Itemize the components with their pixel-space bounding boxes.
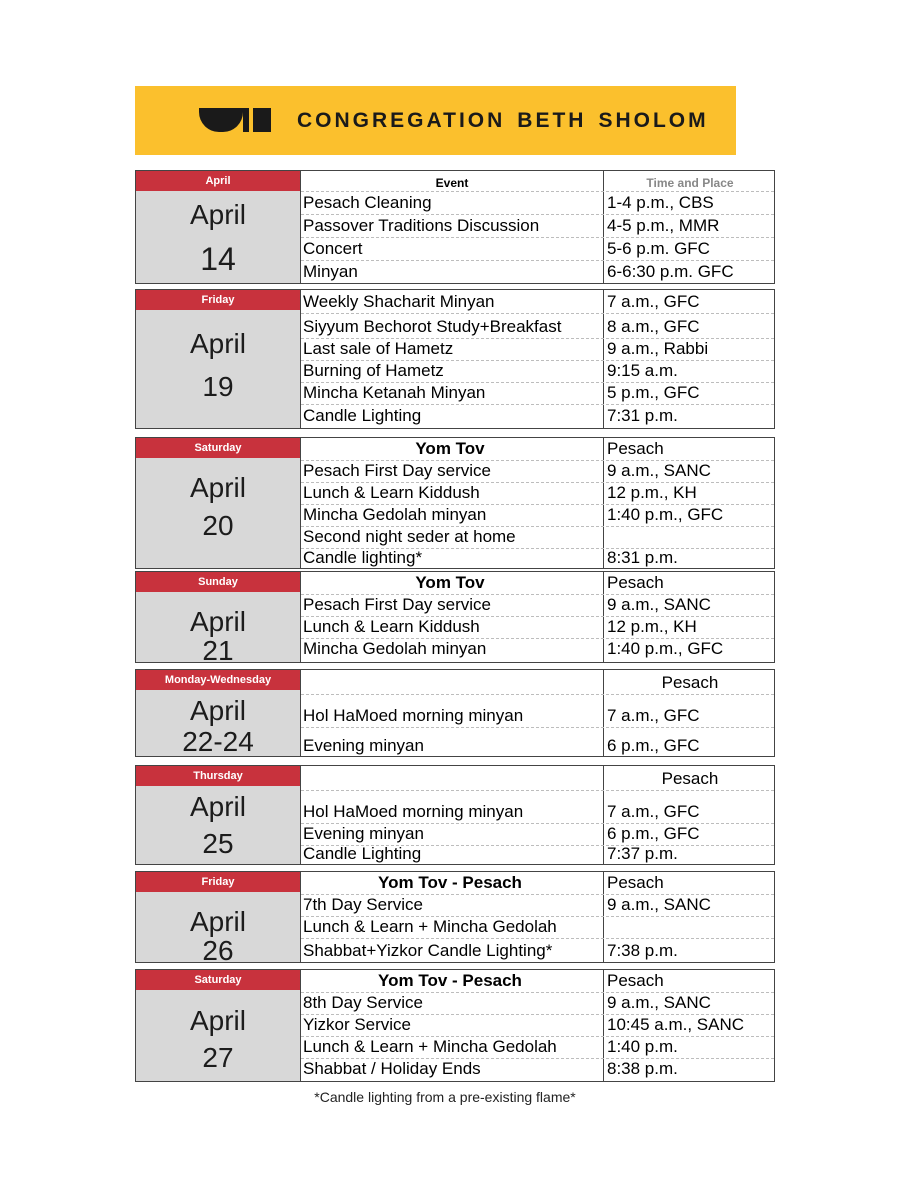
time-place: 6 p.m., GFC [607, 824, 700, 843]
event-name: Lunch & Learn + Mincha Gedolah [303, 917, 557, 936]
time-place: 9 a.m., SANC [607, 595, 711, 614]
table-row [301, 314, 774, 339]
congregation-title [297, 109, 709, 133]
table-row [301, 639, 774, 660]
time-place: 7:37 p.m. [607, 844, 678, 863]
day-block-april-27 [135, 969, 775, 1082]
time-place: Pesach [607, 873, 664, 892]
time-place: 5 p.m., GFC [607, 383, 700, 402]
time-place: 6-6:30 p.m. GFC [607, 262, 734, 281]
table-row [301, 383, 774, 405]
time-place: 10:45 a.m., SANC [607, 1015, 745, 1034]
event-name: Evening minyan [303, 824, 424, 843]
table-row [301, 527, 774, 549]
table-row [301, 461, 774, 483]
table-row [301, 192, 774, 215]
event-name: Second night seder at home [303, 527, 516, 546]
table-header-row [301, 171, 774, 192]
time-place: 8:38 p.m. [607, 1059, 678, 1078]
table-row [301, 261, 774, 283]
day-label: Monday-Wednesday [136, 670, 300, 690]
date-month: April [189, 472, 246, 503]
header-banner [135, 86, 736, 155]
time-place: 7 a.m., GFC [607, 292, 700, 311]
date-month: April [189, 1005, 246, 1036]
event-name: Last sale of Hametz [303, 339, 454, 358]
event-name: Pesach First Day service [303, 461, 491, 480]
time-place: 5-6 p.m. GFC [607, 239, 710, 258]
congregation-logo-icon [199, 108, 271, 132]
table-row [301, 1037, 774, 1059]
date-cell [136, 970, 301, 1081]
table-row [301, 872, 774, 895]
date-cell [136, 872, 301, 966]
date-day: 22-24 [182, 726, 254, 757]
event-name: Yizkor Service [303, 1015, 412, 1034]
day-block-april-19 [135, 289, 775, 429]
time-place: 1-4 p.m., CBS [607, 193, 714, 212]
time-place: 6 p.m., GFC [607, 736, 700, 755]
date-cell [136, 766, 301, 864]
date-month: April [189, 199, 246, 230]
footnote: *Candle lighting from a pre-existing flame* [314, 1089, 576, 1105]
date-day: 19 [202, 371, 234, 402]
day-label: Friday [136, 872, 300, 892]
time-place [607, 527, 773, 548]
event-name: Concert [303, 239, 363, 258]
event-name: Passover Traditions Discussion [303, 216, 540, 235]
time-place: 4-5 p.m., MMR [607, 216, 720, 235]
date-cell [136, 572, 301, 666]
event-name: Hol HaMoed morning minyan [303, 802, 524, 821]
table-row [301, 238, 774, 261]
table-row [301, 290, 774, 314]
date-day: 20 [202, 510, 234, 541]
day-label: Saturday [136, 438, 300, 458]
time-place: 12 p.m., KH [607, 617, 697, 636]
date-day: 27 [202, 1042, 234, 1073]
event-name: Candle lighting* [303, 548, 423, 567]
event-name: Lunch & Learn Kiddush [303, 483, 480, 502]
table-row [301, 939, 774, 962]
table-row [301, 895, 774, 917]
event-name: Mincha Gedolah minyan [303, 639, 487, 658]
event-name: Candle Lighting [303, 844, 422, 863]
table-row [301, 670, 774, 695]
time-place: 7:31 p.m. [607, 406, 678, 425]
date-month: April [189, 791, 246, 822]
title-word-sholom: SHOLOM [598, 109, 709, 132]
time-place: 12 p.m., KH [607, 483, 697, 502]
time-place: Pesach [607, 573, 664, 592]
table-row [301, 1059, 774, 1080]
event-name: Mincha Gedolah minyan [303, 505, 487, 524]
event-name: Yom Tov - Pesach [378, 971, 522, 990]
table-row [301, 215, 774, 238]
time-place: Pesach [607, 439, 664, 458]
time-place: 1:40 p.m., GFC [607, 639, 724, 658]
time-place [607, 917, 773, 938]
table-row [301, 595, 774, 617]
day-block-april-22-24 [135, 669, 775, 757]
table-row [301, 846, 774, 865]
table-row [301, 728, 774, 757]
date-month: April [189, 328, 246, 359]
date-cell [136, 438, 301, 568]
day-label: Thursday [136, 766, 300, 786]
event-name: Yom Tov - Pesach [378, 873, 522, 892]
title-word-beth: BETH [517, 109, 587, 132]
time-place: 9 a.m., SANC [607, 461, 711, 480]
time-place: 9 a.m., SANC [607, 993, 711, 1012]
time-place: 8 a.m., GFC [607, 317, 700, 336]
table-row [301, 438, 774, 461]
table-row [301, 970, 774, 993]
table-row [301, 993, 774, 1015]
time-place: 9 a.m., SANC [607, 895, 711, 914]
date-day: 21 [202, 635, 234, 666]
event-name: Shabbat+Yizkor Candle Lighting* [303, 941, 553, 960]
day-label: Sunday [136, 572, 300, 592]
time-place: Pesach [661, 673, 719, 692]
event-name: 7th Day Service [303, 895, 423, 914]
time-place: 9:15 a.m. [607, 361, 678, 380]
table-row [301, 483, 774, 505]
event-name: Siyyum Bechorot Study+Breakfast [303, 317, 562, 336]
event-name: Evening minyan [303, 736, 424, 755]
day-block-april-20 [135, 437, 775, 569]
date-cell [136, 670, 301, 756]
table-row [301, 695, 774, 728]
event-name: Minyan [303, 262, 358, 281]
time-place: 7:38 p.m. [607, 941, 678, 960]
event-name: Burning of Hametz [303, 361, 444, 380]
table-row [301, 505, 774, 527]
time-place: 7 a.m., GFC [607, 802, 700, 821]
event-name: Weekly Shacharit Minyan [303, 292, 495, 311]
day-block-april-25 [135, 765, 775, 865]
event-name: 8th Day Service [303, 993, 423, 1012]
event-name: Lunch & Learn Kiddush [303, 617, 480, 636]
event-name: Pesach Cleaning [303, 193, 432, 212]
date-day: 14 [200, 241, 236, 277]
time-place: Pesach [607, 971, 664, 990]
table-row [301, 791, 774, 824]
day-block-april-21 [135, 571, 775, 666]
table-row [301, 1015, 774, 1037]
date-day: 25 [202, 828, 234, 859]
time-place: 8:31 p.m. [607, 548, 678, 567]
date-month: April [189, 606, 246, 637]
date-month: April [189, 906, 246, 937]
event-name: Yom Tov [415, 439, 485, 458]
event-name: Pesach First Day service [303, 595, 491, 614]
date-cell [136, 290, 301, 428]
time-place-column-header: Time and Place [646, 176, 734, 190]
day-label: Friday [136, 290, 300, 310]
event-name: Shabbat / Holiday Ends [303, 1059, 481, 1078]
event-name: Yom Tov [415, 573, 485, 592]
date-month: April [189, 695, 246, 726]
day-block-april-26 [135, 871, 775, 966]
table-row [301, 405, 774, 427]
time-place: 9 a.m., Rabbi [607, 339, 709, 358]
time-place: 1:40 p.m. [607, 1037, 678, 1056]
time-place: 1:40 p.m., GFC [607, 505, 724, 524]
day-block-april-14 [135, 170, 775, 284]
event-name: Lunch & Learn + Mincha Gedolah [303, 1037, 557, 1056]
table-row [301, 617, 774, 639]
time-place: 7 a.m., GFC [607, 706, 700, 725]
day-label: April [136, 171, 300, 191]
table-row [301, 917, 774, 939]
table-row [301, 572, 774, 595]
title-word-congregation: CONGREGATION [297, 109, 506, 132]
time-place: Pesach [661, 769, 719, 788]
event-name [303, 670, 601, 694]
event-name: Hol HaMoed morning minyan [303, 706, 524, 725]
event-name: Candle Lighting [303, 406, 422, 425]
table-row [301, 824, 774, 846]
table-row [301, 361, 774, 383]
event-name [303, 766, 601, 790]
day-label: Saturday [136, 970, 300, 990]
date-day: 26 [202, 935, 234, 966]
event-name: Mincha Ketanah Minyan [303, 383, 486, 402]
table-row [301, 339, 774, 361]
table-row [301, 549, 774, 569]
table-row [301, 766, 774, 791]
date-cell [136, 171, 301, 283]
event-column-header: Event [435, 176, 469, 190]
